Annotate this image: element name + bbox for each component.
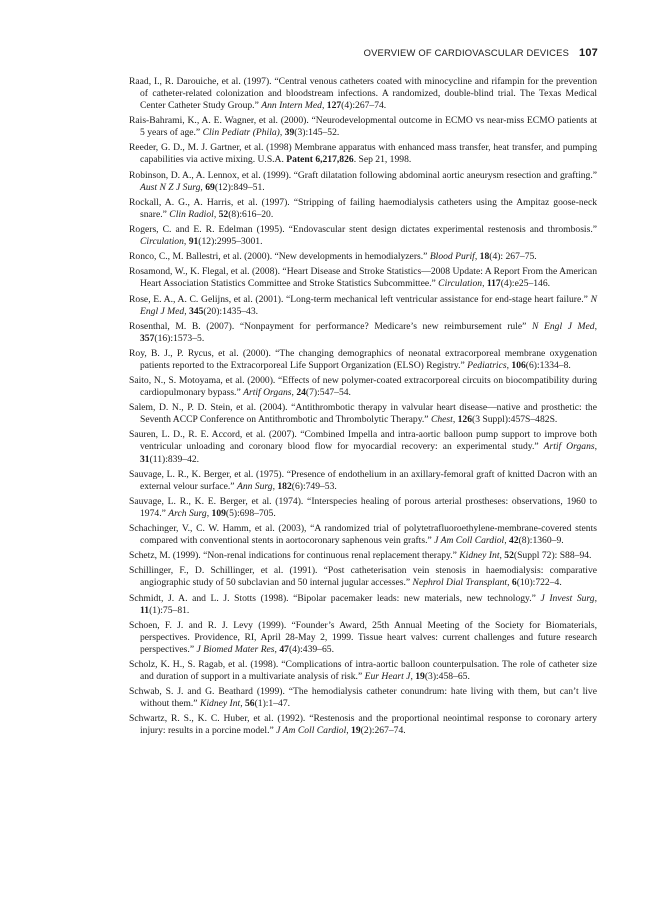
reference-volume: 345 bbox=[189, 305, 204, 317]
reference-list bbox=[129, 76, 597, 741]
reference-pages: (12):849–51. bbox=[214, 181, 265, 193]
reference-authors-title: Rockall, A. G., A. Harris, et al. (1997). “Stripping of failing haemodialysis catheters using the Ampitaz goose-neck snare.” bbox=[129, 196, 597, 220]
reference-entry bbox=[129, 659, 597, 683]
reference-pages: (3):458–65. bbox=[424, 671, 470, 683]
reference-pages: (6):749–53. bbox=[291, 480, 337, 492]
reference-pages: (2):267–74. bbox=[360, 725, 406, 737]
reference-separator: , bbox=[474, 251, 480, 263]
reference-authors-title: Schetz, M. (1999). “Non-renal indications for continuous renal replacement therapy.” bbox=[129, 550, 460, 562]
reference-entry bbox=[129, 496, 597, 520]
reference-pages: (1):1–47. bbox=[254, 698, 291, 710]
reference-volume: 19 bbox=[351, 725, 361, 737]
reference-authors-title: Rogers, C. and E. R. Edelman (1995). “Endovascular stent design dictates experimental restenosis and thrombosis.” bbox=[129, 223, 597, 235]
reference-authors-title: Reeder, G. D., M. J. Gartner, et al. (1998) Membrane apparatus with enhanced mass transfer, heat transfer, and pumping capabilities via active mixing. U.S.A. bbox=[129, 142, 597, 166]
reference-entry bbox=[129, 686, 597, 710]
reference-journal: Aust N Z J Surg bbox=[140, 181, 201, 193]
reference-volume: 126 bbox=[457, 414, 473, 426]
reference-journal: Clin Radiol bbox=[169, 208, 214, 220]
reference-separator: , bbox=[452, 414, 458, 426]
reference-authors-title: Sauren, L. D., R. E. Accord, et al. (2007). “Combined Impella and intra-aortic balloon pump support to improve both ventricular unloading and coronary blood flow for myocardial recovery: an experimental study.” bbox=[129, 429, 597, 453]
reference-pages: (4):439–65. bbox=[288, 643, 334, 655]
reference-separator: , bbox=[594, 441, 598, 453]
reference-separator: , bbox=[291, 387, 297, 399]
reference-entry bbox=[129, 266, 597, 290]
reference-authors-title: Roy, B. J., P. Rycus, et al. (2000). “The changing demographics of neonatal extracorporeal membrane oxygenation patients reported to the Extracorporeal Life Support Organization (ELSO) Registry.” bbox=[129, 347, 597, 371]
reference-entry bbox=[129, 224, 597, 248]
running-header-title: OVERVIEW OF CARDIOVASCULAR DEVICES bbox=[363, 47, 570, 58]
reference-volume: 106 bbox=[511, 359, 526, 371]
reference-journal: Artif Organs bbox=[543, 441, 595, 453]
reference-entry bbox=[129, 469, 597, 493]
reference-separator: , bbox=[183, 236, 189, 248]
reference-entry bbox=[129, 713, 597, 737]
reference-volume: 42 bbox=[509, 535, 519, 547]
reference-pages: (20):1435–43. bbox=[203, 305, 259, 317]
reference-authors-title: Rosenthal, M. B. (2007). “Nonpayment for performance? Medicare’s new reimbursement rule” bbox=[129, 320, 532, 332]
reference-volume: Patent 6,217,826 bbox=[286, 154, 354, 166]
reference-journal: Blood Purif bbox=[429, 251, 475, 263]
reference-volume: 11 bbox=[140, 604, 150, 616]
reference-separator: , bbox=[506, 359, 512, 371]
reference-journal: Chest bbox=[430, 414, 453, 426]
reference-journal: Circulation bbox=[140, 236, 184, 248]
reference-separator: , bbox=[507, 577, 512, 589]
reference-pages: (4):e25–146. bbox=[500, 278, 551, 290]
running-header bbox=[120, 47, 598, 61]
reference-entry bbox=[129, 375, 597, 399]
reference-entry bbox=[129, 593, 597, 617]
reference-volume: 56 bbox=[244, 698, 255, 710]
reference-journal: Nephrol Dial Transplant bbox=[412, 577, 508, 589]
reference-separator: , bbox=[279, 127, 285, 139]
reference-separator: , bbox=[410, 671, 416, 683]
reference-authors-title: Schachinger, V., C. W. Hamm, et al. (2003), “A randomized trial of polytetrafluoroethylene-membrane-covered stents compared with conventional stents in aortocoronary saphenous vein grafts.” bbox=[129, 523, 597, 547]
reference-authors-title: Rose, E. A., A. C. Gelijns, et al. (2001). “Long-term mechanical left ventricular assistance for end-stage heart failure.” bbox=[129, 293, 591, 305]
reference-pages: (8):616–20. bbox=[228, 208, 274, 220]
reference-volume: 47 bbox=[279, 643, 289, 655]
reference-authors-title: Saito, N., S. Motoyama, et al. (2000). “Effects of new polymer-coated extracorporeal circuits on biocompatibility during cardiopulmonary bypass.” bbox=[129, 375, 597, 399]
reference-pages: (7):547–54. bbox=[305, 387, 351, 399]
reference-separator: , bbox=[482, 278, 487, 290]
reference-volume: 52 bbox=[218, 208, 229, 220]
reference-volume: 127 bbox=[326, 100, 342, 112]
reference-volume: 39 bbox=[284, 127, 295, 139]
reference-journal: Pediatrics bbox=[467, 359, 507, 371]
reference-separator: , bbox=[240, 698, 245, 710]
reference-separator: , bbox=[594, 592, 597, 604]
reference-entry bbox=[129, 429, 597, 465]
reference-authors-title: Sauvage, L. R., K. E. Berger, et al. (1974). “Interspecies healing of porous arterial prostheses: observations, 1960 to 1974.” bbox=[129, 495, 597, 519]
reference-pages: (4): 267–75. bbox=[489, 251, 537, 263]
reference-volume: 357 bbox=[140, 332, 155, 344]
reference-entry bbox=[129, 321, 597, 345]
reference-separator: , bbox=[321, 100, 327, 112]
reference-journal: Circulation bbox=[438, 278, 483, 290]
reference-entry bbox=[129, 251, 597, 263]
reference-journal: J Am Coll Cardiol bbox=[276, 725, 347, 737]
reference-pages: . Sep 21, 1998. bbox=[353, 154, 412, 166]
reference-authors-title: Schillinger, F., D. Schillinger, et al. (1991). “Post catheterisation vein stenosis in haemodialysis: comparative angiographic study of 50 subclavian and 50 internal jugular accesses.” bbox=[129, 565, 597, 589]
reference-pages: (3):145–52. bbox=[294, 127, 340, 139]
reference-journal: J Invest Surg bbox=[540, 592, 595, 604]
reference-authors-title: Ronco, C., M. Ballestri, et al. (2000). “New developments in hemodialyzers.” bbox=[129, 251, 430, 263]
reference-volume: 18 bbox=[479, 251, 490, 263]
reference-journal: Kidney Int bbox=[199, 698, 241, 710]
reference-journal: Artif Organs bbox=[243, 387, 292, 399]
reference-entry bbox=[129, 565, 597, 589]
reference-authors-title: Rais-Bahrami, K., A. E. Wagner, et al. (2000). “Neurodevelopmental outcome in ECMO vs near-miss ECMO patients at 5 years of age.” bbox=[129, 115, 597, 139]
reference-volume: 24 bbox=[296, 387, 306, 399]
reference-pages: (4):267–74. bbox=[341, 100, 387, 112]
reference-separator: , bbox=[272, 480, 278, 492]
reference-entry bbox=[129, 620, 597, 656]
reference-entry bbox=[129, 402, 597, 426]
reference-authors-title: Sauvage, L. R., K. Berger, et al. (1975). “Presence of endothelium in an axillary-femoral graft of knitted Dacron with an external velour surface.” bbox=[129, 468, 597, 492]
reference-entry bbox=[129, 197, 597, 221]
reference-pages: (3 Suppl):457S–482S. bbox=[472, 414, 558, 426]
reference-pages: (8):1360–9. bbox=[518, 535, 564, 547]
reference-entry bbox=[129, 550, 597, 562]
reference-entry bbox=[129, 523, 597, 547]
reference-separator: , bbox=[206, 507, 212, 519]
reference-pages: (1):75–81. bbox=[149, 604, 190, 616]
reference-entry bbox=[129, 76, 597, 112]
reference-separator: , bbox=[594, 320, 597, 332]
reference-authors-title: Rosamond, W., K. Flegal, et al. (2008). “Heart Disease and Stroke Statistics—2008 Update: A Report From the American Heart Association Statistics Committee and Stroke Statistics Subcommittee.” bbox=[129, 266, 597, 290]
reference-separator: , bbox=[213, 208, 219, 220]
reference-separator: , bbox=[274, 643, 280, 655]
reference-journal: N Engl J Med bbox=[532, 320, 595, 332]
reference-pages: (11):839–42. bbox=[149, 453, 200, 465]
reference-authors-title: Scholz, K. H., S. Ragab, et al. (1998). “Complications of intra-aortic balloon counterpulsation. The role of catheter size and duration of support in a multivariate analysis of risk.” bbox=[129, 658, 597, 683]
reference-volume: 117 bbox=[486, 278, 501, 290]
reference-entry bbox=[129, 142, 597, 166]
reference-separator: , bbox=[504, 535, 510, 547]
reference-pages: (12):2995–3001. bbox=[198, 236, 263, 248]
reference-journal: Ann Surg bbox=[236, 480, 273, 492]
reference-journal: Ann Intern Med bbox=[261, 100, 322, 112]
reference-authors-title: Robinson, D. A., A. Lennox, et al. (1999). “Graft dilatation following abdominal aortic aneurysm resection and grafting.” bbox=[129, 169, 597, 181]
reference-entry bbox=[129, 294, 597, 318]
reference-authors-title: Schmidt, J. A. and L. J. Stotts (1998). “Bipolar pacemaker leads: new materials, new technology.” bbox=[129, 592, 541, 604]
reference-journal: J Am Coll Cardiol bbox=[434, 535, 505, 547]
reference-volume: 69 bbox=[205, 181, 215, 193]
reference-journal: Eur Heart J bbox=[364, 671, 411, 683]
reference-entry bbox=[129, 115, 597, 139]
reference-separator: , bbox=[346, 725, 352, 737]
reference-journal: Clin Pediatr (Phila) bbox=[202, 127, 280, 139]
reference-journal: N Engl J Med bbox=[140, 293, 597, 317]
reference-pages: (5):698–705. bbox=[225, 507, 276, 519]
reference-entry bbox=[129, 348, 597, 372]
reference-journal: Arch Surg bbox=[168, 507, 207, 519]
reference-volume: 31 bbox=[140, 453, 150, 465]
reference-pages: (16):1573–5. bbox=[154, 332, 205, 344]
reference-volume: 91 bbox=[188, 236, 199, 248]
reference-authors-title: Schwartz, R. S., K. C. Huber, et al. (1992). “Restenosis and the proportional neointimal response to coronary artery injury: results in a porcine model.” bbox=[129, 713, 597, 737]
reference-separator: , bbox=[200, 181, 206, 193]
page-number: 107 bbox=[579, 47, 598, 59]
reference-entry bbox=[129, 170, 597, 194]
reference-authors-title: Schoen, F. J. and R. J. Levy (1999). “Founder’s Award, 25th Annual Meeting of the Society for Biomaterials, perspectives. Providence, RI, April 28-May 2, 1999. Tissue heart valves: current challenges and future research perspectives.” bbox=[129, 619, 597, 655]
reference-volume: 109 bbox=[211, 507, 226, 519]
reference-authors-title: Raad, I., R. Darouiche, et al. (1997). “Central venous catheters coated with minocycline and rifampin for the prevention of catheter-related colonization and bloodstream infections. A randomized, double-blind trial. The Texas Medical Center Catheter Study Group.” bbox=[129, 76, 597, 112]
reference-pages: (Suppl 72): S88–94. bbox=[513, 550, 592, 562]
reference-volume: 52 bbox=[504, 550, 514, 562]
reference-journal: Kidney Int bbox=[459, 550, 500, 562]
reference-authors-title: Schwab, S. J. and G. Beathard (1999). “The hemodialysis catheter conundrum: hate living with them, but can’t live without them.” bbox=[129, 686, 597, 710]
reference-separator: , bbox=[499, 550, 505, 562]
reference-pages: (10):722–4. bbox=[516, 577, 562, 589]
reference-volume: 6 bbox=[511, 577, 517, 589]
reference-pages: (6):1334–8. bbox=[525, 359, 571, 371]
reference-volume: 182 bbox=[277, 480, 292, 492]
reference-separator: , bbox=[184, 305, 190, 317]
reference-volume: 19 bbox=[415, 671, 425, 683]
reference-authors-title: Salem, D. N., P. D. Stein, et al. (2004). “Antithrombotic therapy in valvular heart disease—native and prosthetic: the Seventh ACCP Conference on Antithrombotic and Thrombolytic Therapy.” bbox=[129, 402, 597, 426]
reference-journal: J Biomed Mater Res bbox=[196, 643, 275, 655]
